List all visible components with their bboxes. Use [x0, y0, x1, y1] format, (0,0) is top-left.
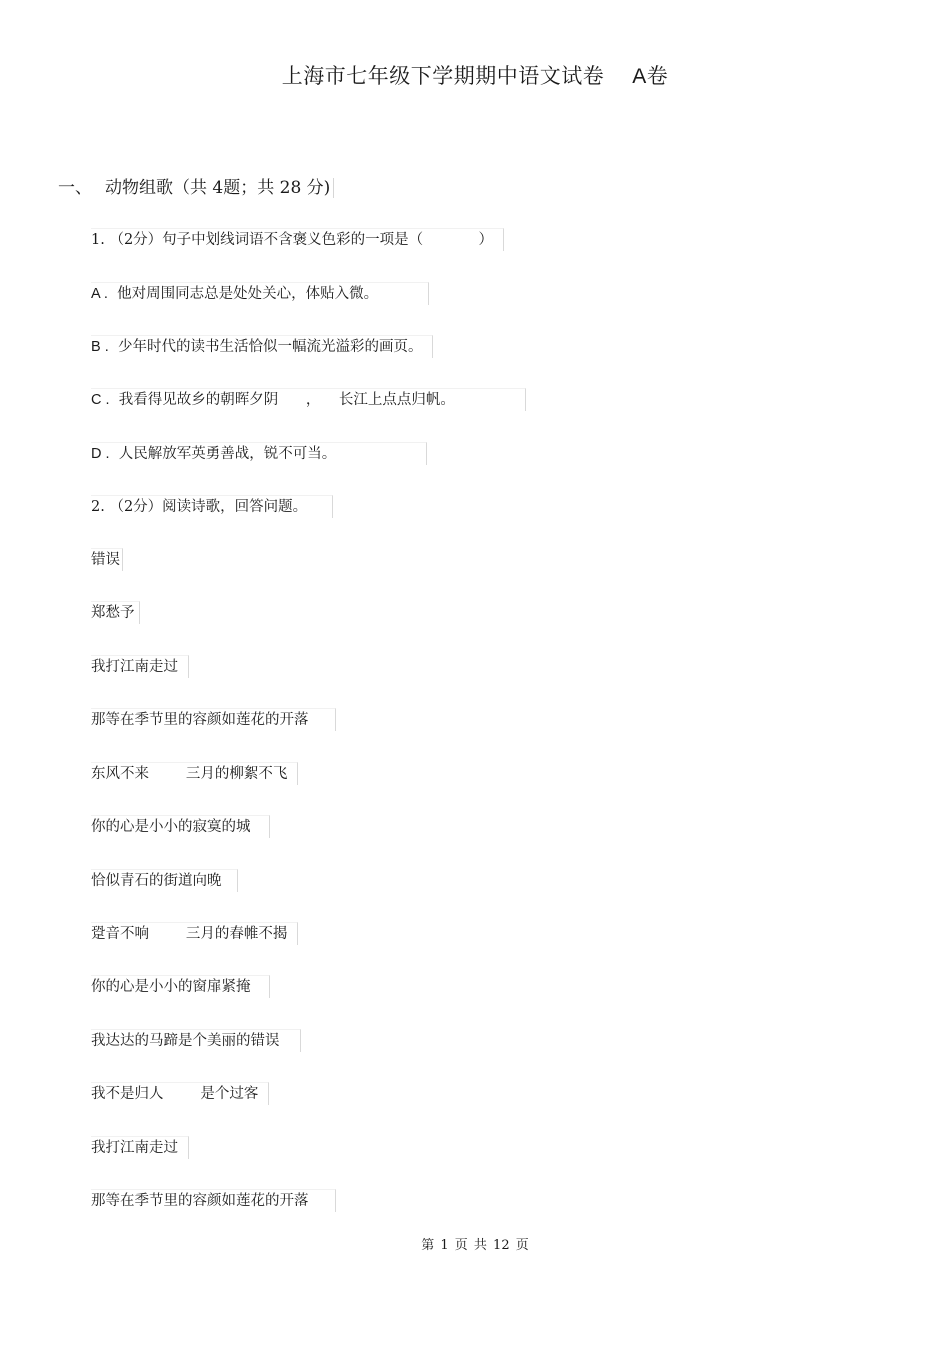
poem-line: 我不是归人 是个过客 — [91, 1082, 269, 1105]
poem-line: 我打江南走过 — [91, 1136, 189, 1159]
section-heading — [58, 173, 334, 198]
question-1-option-b — [91, 335, 433, 358]
page-title — [0, 60, 950, 90]
question-1-option-d — [91, 442, 427, 465]
poem-line: 恰似青石的街道向晚 — [91, 869, 238, 892]
poem-line: 那等在季节里的容颜如莲花的开落 — [91, 1189, 336, 1212]
title-text: 上海市七年级下学期期中语文试卷 — [281, 64, 605, 88]
title-suffix: A卷 — [632, 65, 669, 88]
poem-author: 郑愁予 — [91, 601, 140, 624]
option-letter: B . — [91, 339, 109, 355]
option-text: 我看得见故乡的朝晖夕阴 ， 长江上点点归帆。 — [118, 392, 455, 408]
page-footer: 第 1 页 共 12 页 — [421, 1238, 529, 1253]
option-text: 他对周围同志总是处处关心，体贴入微。 — [117, 286, 379, 302]
poem-line: 东风不来 三月的柳絮不飞 — [91, 762, 298, 785]
section-number: 一、 — [58, 178, 92, 198]
option-letter: A . — [91, 286, 108, 302]
poem-line: 我打江南走过 — [91, 655, 189, 678]
poem-title: 错误 — [91, 548, 123, 571]
question-2-stem: 2. （2分）阅读诗歌，回答问题。 — [91, 495, 333, 518]
poem-line: 你的心是小小的寂寞的城 — [91, 815, 270, 838]
poem-line: 跫音不响 三月的春帷不揭 — [91, 922, 298, 945]
poem-line: 你的心是小小的窗扉紧掩 — [91, 975, 270, 998]
question-1-option-a — [91, 282, 429, 305]
option-text: 少年时代的读书生活恰似一幅流光溢彩的画页。 — [117, 339, 423, 355]
poem-line: 那等在季节里的容颜如莲花的开落 — [91, 708, 336, 731]
option-letter: D . — [91, 446, 110, 462]
option-letter: C . — [91, 392, 110, 408]
section-label: 动物组歌（共 4题；共 28 分) — [105, 178, 334, 198]
poem-line: 我达达的马蹄是个美丽的错误 — [91, 1029, 301, 1052]
option-text: 人民解放军英勇善战，锐不可当。 — [118, 446, 337, 462]
question-1-stem: 1. （2分）句子中划线词语不含褒义色彩的一项是（ ） — [91, 228, 504, 251]
question-1-option-c — [91, 388, 526, 411]
